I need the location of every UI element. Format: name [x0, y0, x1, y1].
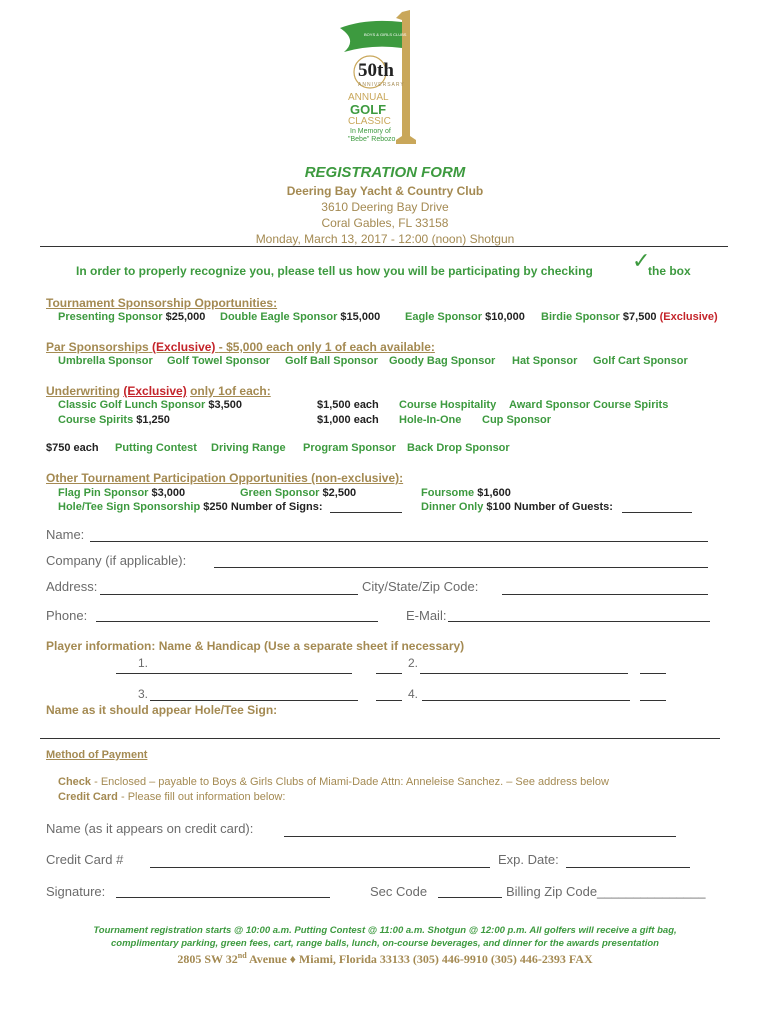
option-label: Eagle Sponsor: [405, 311, 483, 323]
flag-pin-sponsor-option[interactable]: [58, 487, 185, 499]
name-field[interactable]: [90, 541, 708, 542]
umbrella-sponsor-option[interactable]: Umbrella Sponsor: [58, 355, 153, 367]
option-price: $3,000: [151, 487, 186, 499]
underwriting-heading-exclusive: (Exclusive): [123, 384, 187, 398]
player-4-name-field[interactable]: [422, 700, 630, 701]
player-1-name-field[interactable]: [116, 673, 352, 674]
putting-contest-option[interactable]: Putting Contest: [115, 442, 197, 454]
player-3-number: 3.: [138, 687, 149, 701]
golf-cart-sponsor-option[interactable]: Golf Cart Sponsor: [593, 355, 688, 367]
option-label: Hole/Tee Sign Sponsorship: [58, 501, 201, 513]
player-1-handicap-field[interactable]: [376, 673, 402, 674]
player-info-heading: Player information: Name & Handicap (Use a separate sheet if necessary): [46, 639, 465, 653]
checkmark-icon: ✓: [632, 248, 651, 273]
logo-classic: CLASSIC: [348, 116, 391, 127]
footer-address-b: Avenue ♦ Miami, Florida 33133 (305) 446-9910 (305) 446-2393 FAX: [249, 952, 593, 966]
option-label: Presenting Sponsor: [58, 311, 163, 323]
credit-card-text: - Please fill out information below:: [120, 791, 286, 803]
player-1-number: 1.: [138, 656, 149, 670]
footer-address: [0, 951, 770, 967]
number-of-guests-label: Number of Guests:: [513, 501, 613, 513]
footer-address-sup: nd: [237, 951, 247, 960]
underwriting-heading: [46, 384, 271, 398]
credit-card-number-label: Credit Card #: [46, 852, 124, 867]
double-eagle-sponsor-option[interactable]: [220, 311, 380, 323]
back-drop-sponsor-option[interactable]: Back Drop Sponsor: [407, 442, 510, 454]
option-label: Dinner Only: [421, 501, 484, 513]
logo-anniversary: 50th: [358, 60, 394, 81]
logo-anniversary-sub: ANNIVERSARY: [358, 82, 405, 88]
logo-flag-text: BOYS & GIRLS CLUBS: [364, 32, 407, 37]
tournament-heading: Tournament Sponsorship Opportunities:: [46, 296, 278, 310]
golf-towel-sponsor-option[interactable]: Golf Towel Sponsor: [167, 355, 271, 367]
hat-sponsor-option[interactable]: Hat Sponsor: [512, 355, 578, 367]
player-3-name-field[interactable]: [150, 700, 358, 701]
option-label: Birdie Sponsor: [541, 311, 620, 323]
intro-after: the box: [648, 264, 691, 278]
option-label: Double Eagle Sponsor: [220, 311, 338, 323]
option-price: $250: [203, 501, 228, 513]
phone-field[interactable]: [96, 621, 378, 622]
name-label: Name:: [46, 527, 85, 542]
birdie-sponsor-option[interactable]: [541, 311, 718, 323]
logo-memory-line2: "Bebe" Rebozo: [348, 136, 396, 143]
course-hospitality-option[interactable]: Course Hospitality: [399, 399, 497, 411]
number-of-guests-field[interactable]: [622, 512, 692, 513]
option-price: $100: [486, 501, 511, 513]
price-750: $750 each: [46, 442, 99, 454]
option-price: $2,500: [322, 487, 357, 499]
check-text: - Enclosed – payable to Boys & Girls Clubs of Miami-Dade Attn: Anneleise Sanchez. – See address below: [94, 776, 609, 788]
address-label: Address:: [46, 579, 98, 594]
price-1500: $1,500 each: [317, 399, 379, 411]
par-heading-exclusive: (Exclusive): [152, 340, 216, 354]
golf-lunch-sponsor-option[interactable]: [58, 399, 242, 411]
venue-address2: Coral Gables, FL 33158: [321, 216, 449, 230]
underwriting-heading-c: only 1of each:: [190, 384, 271, 398]
number-of-signs-field[interactable]: [330, 512, 402, 513]
player-2-number: 2.: [408, 656, 419, 670]
par-heading-d: :: [430, 340, 435, 354]
presenting-sponsor-option[interactable]: [58, 311, 205, 323]
hole-in-one-option[interactable]: Hole-In-One: [399, 414, 462, 426]
dinner-only-option[interactable]: [421, 501, 613, 513]
phone-label: Phone:: [46, 608, 88, 623]
option-price: $7,500: [622, 311, 657, 323]
player-2-handicap-field[interactable]: [640, 673, 666, 674]
eagle-sponsor-option[interactable]: [405, 311, 525, 323]
other-heading: Other Tournament Participation Opportunities (non-exclusive):: [46, 471, 404, 485]
option-price: $15,000: [340, 311, 381, 323]
hole-sign-name-field[interactable]: [40, 738, 720, 739]
logo-golf: GOLF: [350, 102, 387, 117]
player-3-handicap-field[interactable]: [376, 700, 402, 701]
option-price: $1,600: [477, 487, 511, 499]
program-sponsor-option[interactable]: Program Sponsor: [303, 442, 396, 454]
footer-note-line2: complimentary parking, green fees, cart, range balls, lunch, on-course beverages, and dinner for the awards presentation: [111, 938, 659, 949]
player-4-handicap-field[interactable]: [640, 700, 666, 701]
header-divider: [40, 246, 728, 247]
check-label: Check: [58, 776, 92, 788]
name-on-card-field[interactable]: [284, 836, 676, 837]
credit-card-number-field[interactable]: [150, 867, 490, 868]
cup-sponsor-option[interactable]: Cup Sponsor: [482, 414, 552, 426]
option-label: Flag Pin Sponsor: [58, 487, 149, 499]
sec-code-field[interactable]: [438, 897, 502, 898]
venue-address1: 3610 Deering Bay Drive: [321, 200, 449, 214]
event-date: Monday, March 13, 2017 - 12:00 (noon) Shotgun: [255, 232, 515, 246]
player-2-name-field[interactable]: [420, 673, 628, 674]
credit-card-label: Credit Card: [58, 791, 118, 803]
footer-note-line1: Tournament registration starts @ 10:00 a.m. Putting Contest @ 11:00 a.m. Shotgun @ 12:00 p.m. All golfers will receive a gift bag,: [93, 925, 677, 936]
form-title: REGISTRATION FORM: [304, 164, 466, 181]
signature-field[interactable]: [116, 897, 330, 898]
goody-bag-sponsor-option[interactable]: Goody Bag Sponsor: [389, 355, 496, 367]
venue-name: Deering Bay Yacht & Country Club: [286, 184, 484, 198]
par-heading: [46, 340, 435, 354]
option-price: $25,000: [165, 311, 206, 323]
player-4-number: 4.: [408, 687, 419, 701]
par-heading-c: - $5,000 each only 1 of each available: [218, 340, 431, 354]
payment-method-heading: Method of Payment: [46, 749, 148, 761]
exclusive-note: (Exclusive): [659, 311, 718, 323]
option-label: Foursome: [421, 487, 475, 499]
hole-sign-name-heading: Name as it should appear Hole/Tee Sign:: [46, 703, 278, 717]
option-price: $10,000: [485, 311, 525, 323]
credit-card-payment-option[interactable]: [58, 791, 285, 803]
option-price: $3,500: [208, 399, 243, 411]
intro-text: In order to properly recognize you, please tell us how you will be participating by checking: [76, 264, 593, 278]
exp-date-field[interactable]: [566, 867, 690, 868]
foursome-option[interactable]: [421, 487, 511, 499]
option-label: Classic Golf Lunch Sponsor: [58, 399, 206, 411]
price-1000: $1,000 each: [317, 414, 379, 426]
event-logo: [336, 8, 422, 148]
underwriting-heading-a: Underwriting: [46, 384, 120, 398]
city-state-zip-label: City/State/Zip Code:: [362, 579, 479, 594]
footer-address-a: 2805 SW 32: [177, 952, 238, 966]
signature-label: Signature:: [46, 884, 106, 899]
hole-sign-sponsorship-option[interactable]: [58, 501, 322, 513]
option-label: Course Spirits: [58, 414, 134, 426]
logo-annual: ANNUAL: [348, 92, 389, 103]
email-field[interactable]: [448, 621, 710, 622]
logo-memory-line1: In Memory of: [350, 128, 391, 135]
company-label: Company (if applicable):: [46, 553, 187, 568]
course-spirits-option[interactable]: [58, 414, 170, 426]
option-price: $1,250: [136, 414, 170, 426]
billing-zip-label[interactable]: Billing Zip Code_______________: [506, 884, 706, 899]
check-payment-option[interactable]: [58, 776, 609, 788]
address-field[interactable]: [100, 594, 358, 595]
name-on-card-label: Name (as it appears on credit card):: [46, 821, 254, 836]
green-sponsor-option[interactable]: [240, 487, 356, 499]
par-heading-a: Par Sponsorships: [46, 340, 149, 354]
exp-date-label: Exp. Date:: [498, 852, 559, 867]
award-sponsor-option[interactable]: Award Sponsor Course Spirits: [509, 399, 669, 411]
city-state-zip-field[interactable]: [502, 594, 708, 595]
option-label: Green Sponsor: [240, 487, 320, 499]
driving-range-option[interactable]: Driving Range: [211, 442, 286, 454]
sec-code-label: Sec Code: [370, 884, 428, 899]
golf-ball-sponsor-option[interactable]: Golf Ball Sponsor: [285, 355, 378, 367]
number-of-signs-label: Number of Signs:: [230, 501, 323, 513]
email-label: E-Mail:: [406, 608, 447, 623]
company-field[interactable]: [214, 567, 708, 568]
